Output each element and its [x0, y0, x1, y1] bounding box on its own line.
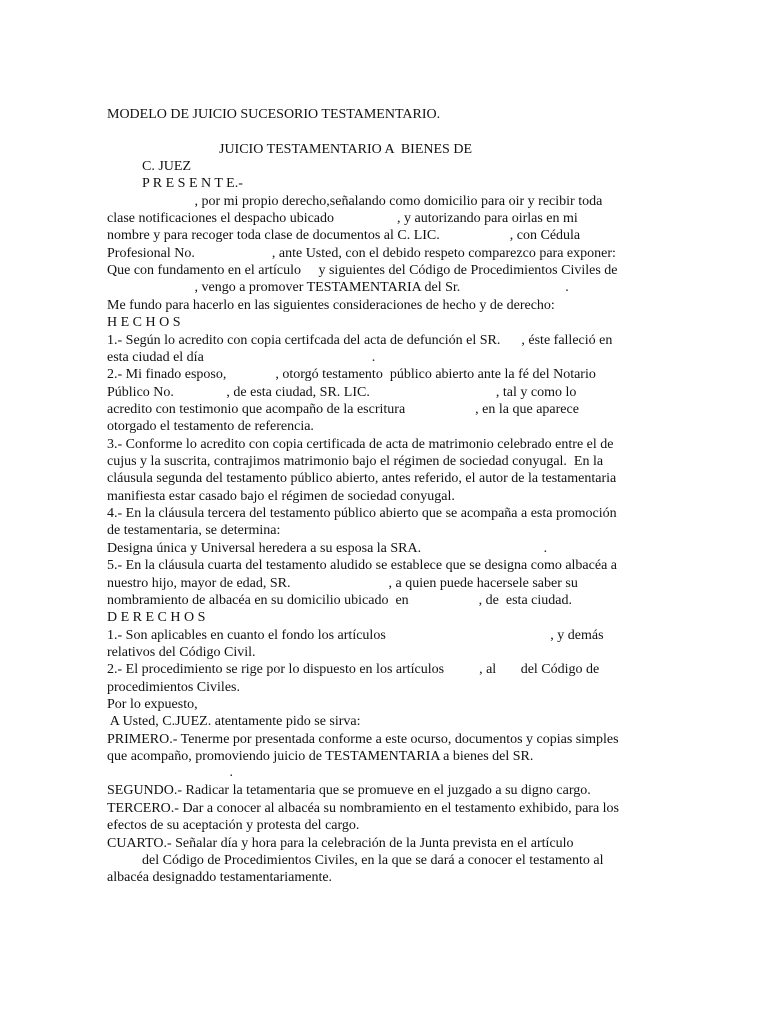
body-line: 1.- Son aplicables en cuanto el fondo los artículos , y demás [107, 628, 604, 643]
case-heading: JUICIO TESTAMENTARIO A BIENES DE [107, 142, 472, 157]
body-line: . [107, 765, 233, 780]
section-heading-hechos: H E C H O S [107, 315, 181, 330]
document-title: MODELO DE JUICIO SUCESORIO TESTAMENTARIO. [107, 107, 441, 122]
body-line: , vengo a promover TESTAMENTARIA del Sr. . [107, 280, 569, 295]
addressee: C. JUEZ [107, 159, 191, 174]
body-line: esta ciudad el día . [107, 350, 376, 365]
body-line: CUARTO.- Señalar día y hora para la celebración de la Junta prevista en el artículo [107, 836, 574, 851]
body-line: Público No. , de esta ciudad, SR. LIC. , tal y como lo [107, 385, 577, 400]
body-line: A Usted, C.JUEZ. atentamente pido se sirva: [107, 714, 361, 729]
body-line: del Código de Procedimientos Civiles, en la que se dará a conocer el testamento al [107, 853, 604, 868]
body-line: 4.- En la cláusula tercera del testamento público abierto que se acompaña a esta promoción [107, 506, 617, 521]
body-line: manifiesta estar casado bajo el régimen de sociedad conyugal. [107, 489, 455, 504]
presente-line: P R E S E N T E.- [107, 176, 243, 191]
body-line: SEGUNDO.- Radicar la tetamentaria que se promueve en el juzgado a su digno cargo. [107, 783, 591, 798]
body-line: efectos de su aceptación y protesta del cargo. [107, 818, 360, 833]
body-line: Que con fundamento en el artículo y siguientes del Código de Procedimientos Civiles de [107, 263, 618, 278]
body-line: albacéa designaddo testamentariamente. [107, 870, 333, 885]
body-line: de testamentaria, se determina: [107, 523, 281, 538]
body-line: Me fundo para hacerlo en las siguientes consideraciones de hecho y de derecho: [107, 298, 555, 313]
body-line: 3.- Conforme lo acredito con copia certificada de acta de matrimonio celebrado entre el de [107, 437, 614, 452]
body-line: Profesional No. , ante Usted, con el debido respeto comparezco para exponer: [107, 246, 616, 261]
body-line: relativos del Código Civil. [107, 645, 256, 660]
body-line: 2.- El procedimiento se rige por lo dispuesto en los artículos , al del Código de [107, 662, 600, 677]
body-line: clase notificaciones el despacho ubicado , y autorizando para oirlas en mi [107, 211, 578, 226]
body-line: , por mi propio derecho,señalando como domicilio para oir y recibir toda [107, 194, 603, 209]
body-line: 2.- Mi finado esposo, , otorgó testamento público abierto ante la fé del Notario [107, 367, 596, 382]
body-line: Designa única y Universal heredera a su esposa la SRA. . [107, 541, 548, 556]
body-line: nombre y para recoger toda clase de documentos al C. LIC. , con Cédula [107, 228, 581, 243]
body-line: nuestro hijo, mayor de edad, SR. , a quien puede hacersele saber su [107, 576, 578, 591]
body-line: PRIMERO.- Tenerme por presentada conforme a este ocurso, documentos y copias simples [107, 732, 619, 747]
body-line: que acompaño, promoviendo juicio de TESTAMENTARIA a bienes del SR. [107, 749, 534, 764]
body-line: procedimientos Civiles. [107, 680, 240, 695]
section-heading-derechos: D E R E C H O S [107, 610, 206, 625]
body-line: otorgado el testamento de referencia. [107, 419, 314, 434]
body-line: TERCERO.- Dar a conocer al albacéa su nombramiento en el testamento exhibido, para los [107, 801, 619, 816]
body-line: Por lo expuesto, [107, 697, 198, 712]
body-line: acredito con testimonio que acompaño de la escritura , en la que aparece [107, 402, 579, 417]
body-line: cujus y la suscrita, contrajimos matrimonio bajo el régimen de sociedad conyugal. En la [107, 454, 604, 469]
body-line: cláusula segunda del testamento público abierto, antes referido, el autor de la testamentaria [107, 471, 617, 486]
body-line: 1.- Según lo acredito con copia certifcada del acta de defunción el SR. , éste falleció en [107, 333, 613, 348]
body-line: nombramiento de albacéa en su domicilio ubicado en , de esta ciudad. [107, 593, 572, 608]
body-line: 5.- En la cláusula cuarta del testamento aludido se establece que se designa como albacéa a [107, 558, 618, 573]
